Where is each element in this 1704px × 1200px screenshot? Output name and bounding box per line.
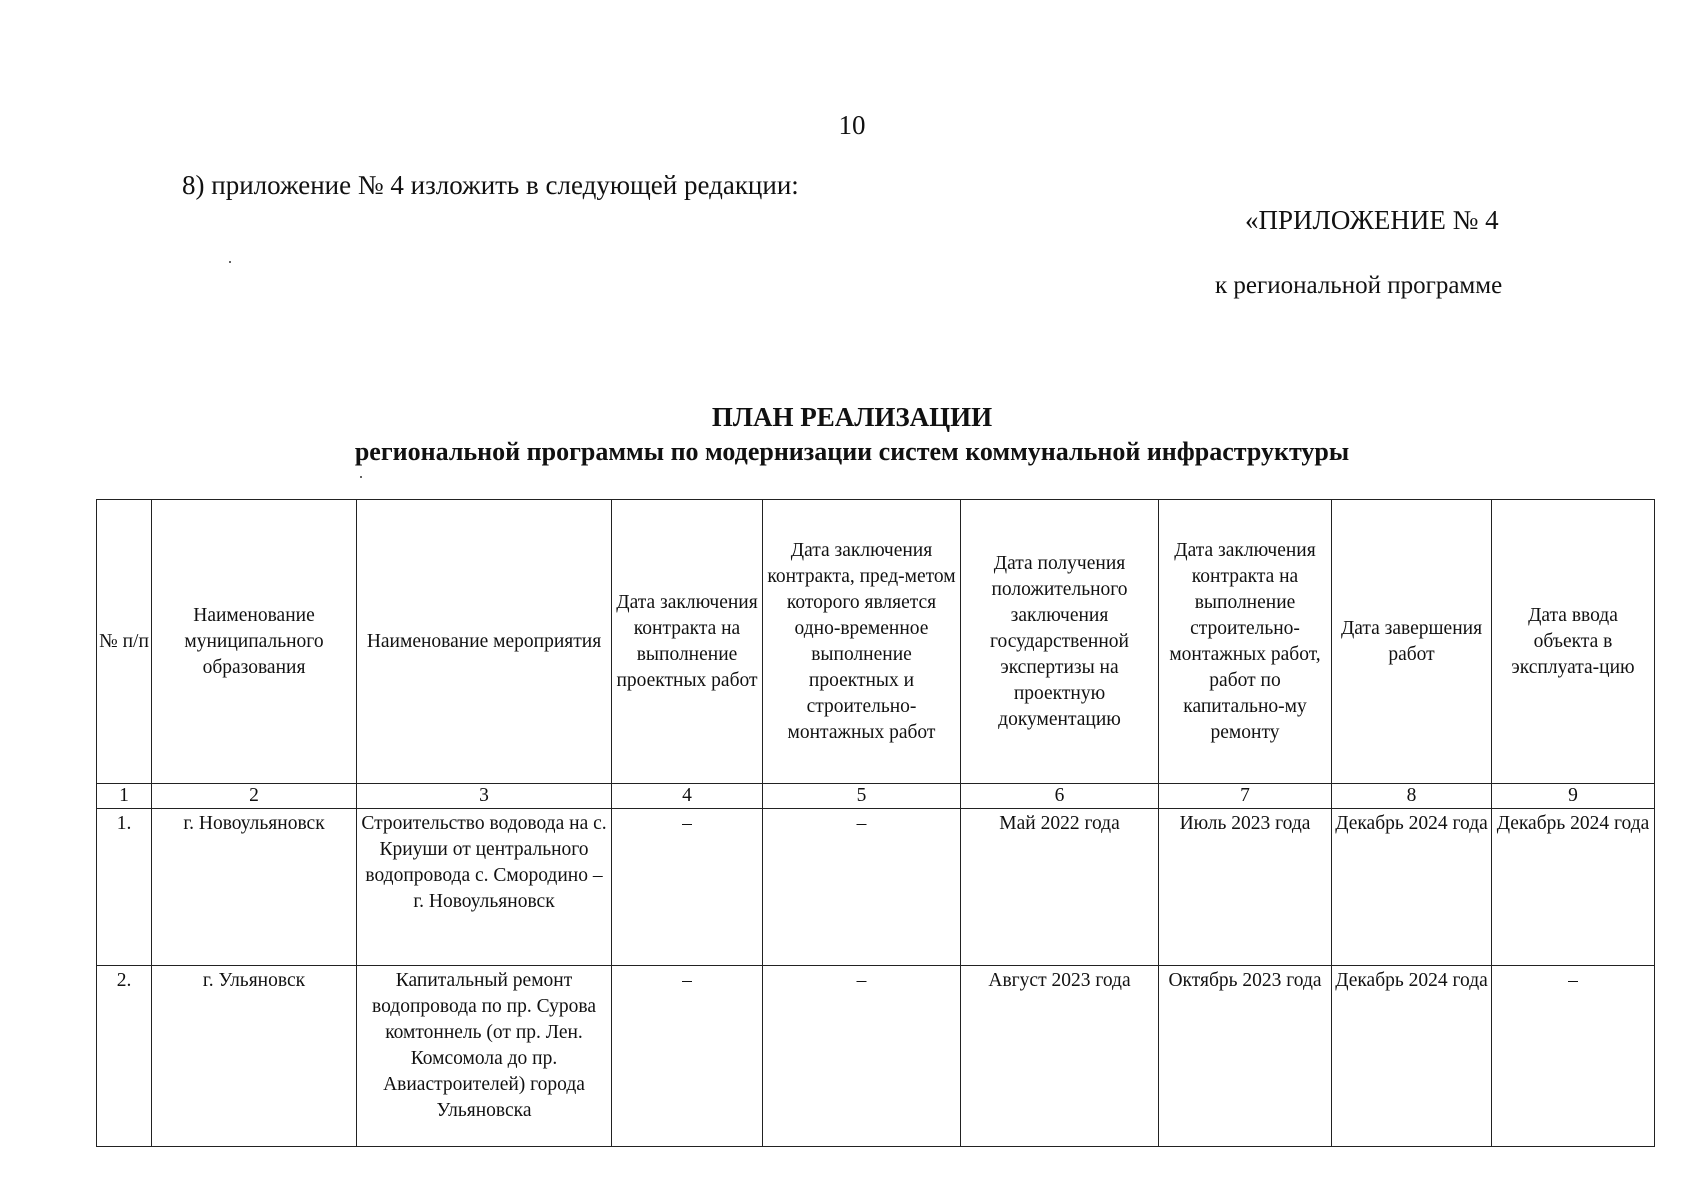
commissioning-cell: –	[1492, 966, 1655, 1147]
row-number-cell: 2.	[97, 966, 152, 1147]
expertise-cell: Август 2023 года	[961, 966, 1159, 1147]
column-number: 1	[97, 784, 152, 809]
header-cell-expertise: Дата получения положительного заключения государственной экспертизы на проектную документацию	[961, 500, 1159, 784]
header-cell-design-contract: Дата заключения контракта на выполнение проектных работ	[612, 500, 763, 784]
column-number: 2	[152, 784, 357, 809]
scan-speck	[360, 476, 362, 478]
design-contract-cell: –	[612, 966, 763, 1147]
completion-cell: Декабрь 2024 года	[1332, 809, 1492, 966]
row-number-cell: 1.	[97, 809, 152, 966]
page-number: 10	[838, 110, 866, 140]
column-number: 8	[1332, 784, 1492, 809]
construction-contract-cell: Июль 2023 года	[1159, 809, 1332, 966]
expertise-cell: Май 2022 года	[961, 809, 1159, 966]
event-cell: Строительство водовода на с. Криуши от центрального водопровода с. Смородино – г. Новоульяновск	[357, 809, 612, 966]
header-cell-number: № п/п	[97, 500, 152, 784]
column-number: 6	[961, 784, 1159, 809]
municipality-cell: г. Новоульяновск	[152, 809, 357, 966]
commissioning-cell: Декабрь 2024 года	[1492, 809, 1655, 966]
event-cell: Капитальный ремонт водопровода по пр. Сурова комтоннель (от пр. Лен. Комсомола до пр. Авиастроителей) города Ульяновска	[357, 966, 612, 1147]
table-row	[97, 809, 1655, 966]
column-number: 9	[1492, 784, 1655, 809]
scan-speck	[229, 261, 231, 263]
header-cell-event: Наименование мероприятия	[357, 500, 612, 784]
header-cell-construction-contract: Дата заключения контракта на выполнение строительно-монтажных работ, работ по капитально-му ремонту	[1159, 500, 1332, 784]
combined-contract-cell: –	[763, 809, 961, 966]
column-number: 7	[1159, 784, 1332, 809]
amendment-instruction: 8) приложение № 4 изложить в следующей редакции:	[182, 170, 799, 200]
header-cell-completion: Дата завершения работ	[1332, 500, 1492, 784]
header-cell-commissioning: Дата ввода объекта в эксплуата-цию	[1492, 500, 1655, 784]
table-row	[97, 966, 1655, 1147]
header-cell-combined-contract: Дата заключения контракта, пред-метом которого является одно-временное выполнение проектных и строительно-монтажных работ	[763, 500, 961, 784]
table-header-row	[97, 500, 1655, 784]
plan-subtitle: региональной программы по модернизации систем коммунальной инфраструктуры	[354, 437, 1350, 466]
column-number-row	[97, 784, 1655, 809]
column-number: 3	[357, 784, 612, 809]
combined-contract-cell: –	[763, 966, 961, 1147]
municipality-cell: г. Ульяновск	[152, 966, 357, 1147]
plan-title: ПЛАН РЕАЛИЗАЦИИ	[711, 402, 993, 432]
completion-cell: Декабрь 2024 года	[1332, 966, 1492, 1147]
construction-contract-cell: Октябрь 2023 года	[1159, 966, 1332, 1147]
design-contract-cell: –	[612, 809, 763, 966]
header-cell-municipality: Наименование муниципального образования	[152, 500, 357, 784]
appendix-title: «ПРИЛОЖЕНИЕ № 4	[1245, 205, 1499, 235]
implementation-plan-table	[96, 499, 1655, 1147]
column-number: 5	[763, 784, 961, 809]
appendix-subtitle: к региональной программе	[1215, 272, 1503, 299]
column-number: 4	[612, 784, 763, 809]
